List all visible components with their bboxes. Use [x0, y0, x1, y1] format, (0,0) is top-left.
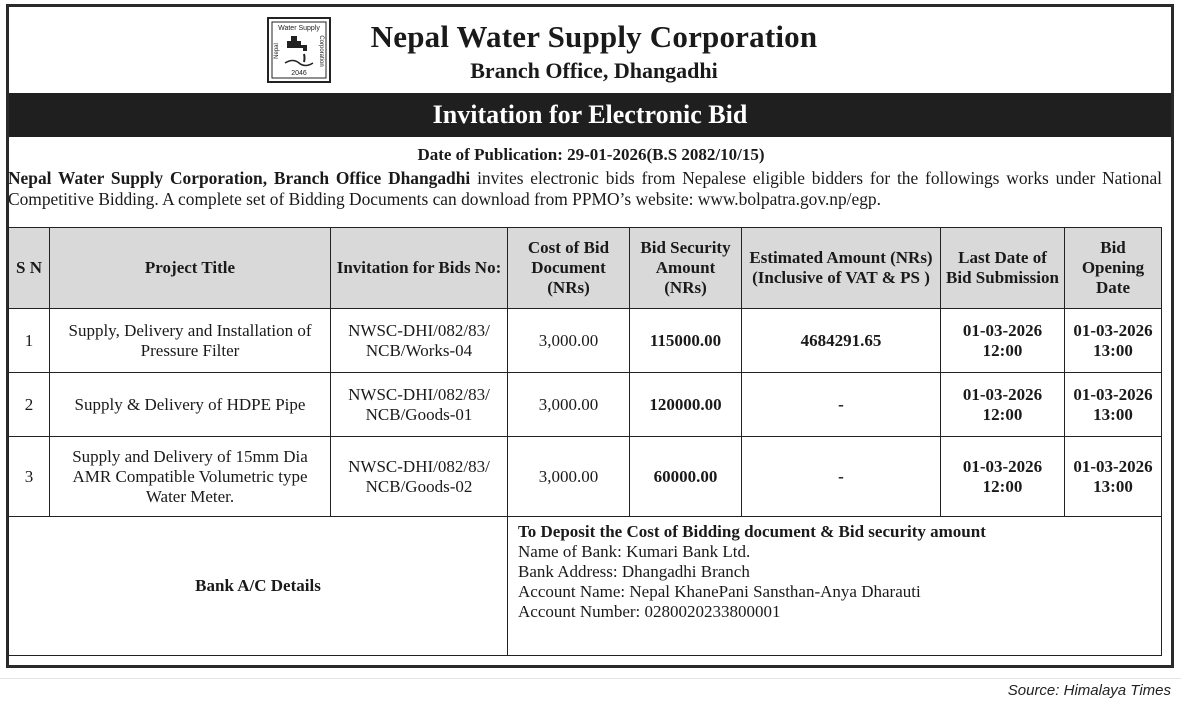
- organization-name: Nepal Water Supply Corporation: [370, 19, 818, 54]
- cell-ifb-no: NWSC-DHI/082/83/ NCB/Goods-01: [331, 373, 508, 437]
- logo-right-text: Corporation: [318, 35, 324, 67]
- notice-header: [9, 7, 1171, 93]
- cell-ifb-no: NWSC-DHI/082/83/ NCB/Goods-02: [331, 437, 508, 517]
- cell-project-title: Supply & Delivery of HDPE Pipe: [50, 373, 331, 437]
- cell-bid-security: 120000.00: [630, 373, 742, 437]
- divider: [0, 678, 1181, 679]
- bank-address: Bank Address: Dhangadhi Branch: [518, 562, 750, 581]
- bank-name: Name of Bank: Kumari Bank Ltd.: [518, 542, 751, 561]
- bank-label: Bank A/C Details: [9, 517, 508, 656]
- table-header-row: [9, 228, 1162, 309]
- cell-last-date: 01-03-2026 12:00: [941, 437, 1065, 517]
- source-credit: Source: Himalaya Times: [1007, 682, 1171, 699]
- cell-opening-date: 01-03-2026 13:00: [1065, 309, 1162, 373]
- bank-heading: To Deposit the Cost of Bidding document & Bid security amount: [518, 522, 986, 541]
- logo-top-text: Water Supply: [278, 25, 320, 32]
- cell-cost: 3,000.00: [508, 373, 630, 437]
- table-row: [9, 309, 1162, 373]
- header-cost: Cost of Bid Document (NRs): [508, 228, 630, 309]
- cell-project-title: Supply and Delivery of 15mm Dia AMR Compatible Volumetric type Water Meter.: [50, 437, 331, 517]
- bank-details-row: [9, 517, 1162, 656]
- header-sn: S N: [9, 228, 50, 309]
- cell-last-date: 01-03-2026 12:00: [941, 309, 1065, 373]
- intro-bold-text: Nepal Water Supply Corporation, Branch Office Dhangadhi: [8, 168, 471, 188]
- publication-date: Date of Publication: 29-01-2026(B.S 2082/10/15): [417, 145, 765, 164]
- logo-left-text: Nepal: [274, 43, 280, 59]
- cell-cost: 3,000.00: [508, 309, 630, 373]
- cell-opening-date: 01-03-2026 13:00: [1065, 373, 1162, 437]
- table-row: [9, 373, 1162, 437]
- cell-cost: 3,000.00: [508, 437, 630, 517]
- branch-name: Branch Office, Dhangadhi: [470, 58, 718, 83]
- cell-estimated-amount: -: [742, 373, 941, 437]
- cell-ifb-no: NWSC-DHI/082/83/ NCB/Works-04: [331, 309, 508, 373]
- header-bid-security: Bid Security Amount (NRs): [630, 228, 742, 309]
- water-tap-logo-icon: [269, 19, 329, 81]
- cell-bid-security: 115000.00: [630, 309, 742, 373]
- cell-sn: 2: [9, 373, 50, 437]
- bank-details: [508, 517, 1162, 656]
- logo-year-text: 2046: [291, 70, 307, 77]
- header-ifb-no: Invitation for Bids No:: [331, 228, 508, 309]
- cell-estimated-amount: 4684291.65: [742, 309, 941, 373]
- cell-bid-security: 60000.00: [630, 437, 742, 517]
- notice-title-banner: Invitation for Electronic Bid: [9, 93, 1171, 137]
- header-project-title: Project Title: [50, 228, 331, 309]
- header-opening-date: Bid Opening Date: [1065, 228, 1162, 309]
- cell-estimated-amount: -: [742, 437, 941, 517]
- table-row: [9, 437, 1162, 517]
- intro-paragraph: [8, 168, 1162, 210]
- cell-project-title: Supply, Delivery and Installation of Pressure Filter: [50, 309, 331, 373]
- intro-text: invites electronic bids from Nepalese eligible bidders for the followings works under National Competitive Bidding. A complete set of Bidding Documents can download from PPMO’s website: www.bolpatra.gov.np/egp.: [8, 168, 1162, 209]
- account-name: Account Name: Nepal KhanePani Sansthan-Anya Dharauti: [518, 582, 921, 601]
- bid-table: [8, 227, 1162, 656]
- cell-sn: 1: [9, 309, 50, 373]
- cell-sn: 3: [9, 437, 50, 517]
- account-number: Account Number: 0280020233800001: [518, 602, 781, 621]
- nwsc-logo: [267, 17, 331, 83]
- cell-last-date: 01-03-2026 12:00: [941, 373, 1065, 437]
- cell-opening-date: 01-03-2026 13:00: [1065, 437, 1162, 517]
- header-estimated-amount: Estimated Amount (NRs) (Inclusive of VAT & PS ): [742, 228, 941, 309]
- header-last-date: Last Date of Bid Submission: [941, 228, 1065, 309]
